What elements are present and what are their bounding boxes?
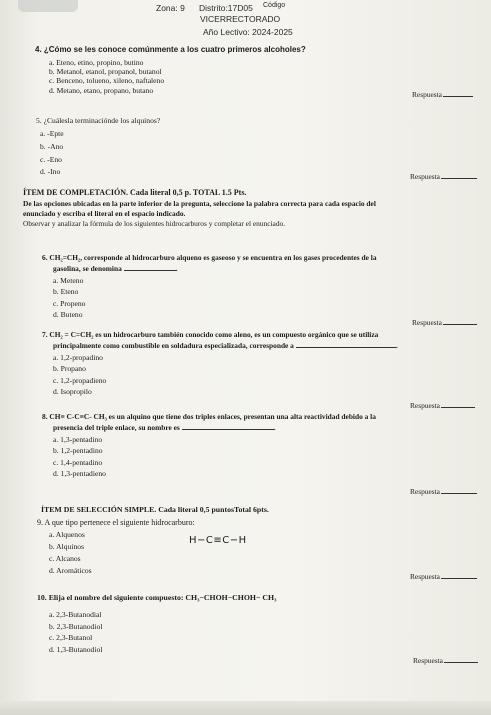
q8-option-d: d. 1,3-pentadieno: [53, 469, 106, 478]
q7-option-b: b. Propano: [53, 364, 86, 373]
q4-question: 4. ¿Cómo se les conoce comúnmente a los cuatro primeros alcoholes?: [35, 45, 306, 54]
q7-respuesta-label: Respuesta: [410, 401, 440, 410]
q8-line-2-text: presencia del triple enlace, su nombre es: [53, 423, 180, 432]
q4-answer-field[interactable]: [412, 90, 473, 99]
q5-answer-field[interactable]: [410, 172, 477, 181]
q6-answer-field[interactable]: [412, 318, 477, 327]
q9-answer-field[interactable]: [410, 572, 477, 581]
completacion-instr-2: enunciado y escriba el literal en el espacio indicado.: [23, 209, 186, 218]
q8-option-b: b. 1,2-pentadino: [53, 446, 103, 455]
q9-respuesta-label: Respuesta: [410, 572, 440, 581]
q10-option-c: c. 2,3-Butanol: [49, 633, 93, 642]
completacion-title: ÍTEM DE COMPLETACIÓN. Cada literal 0,5 p. TOTAL 1.5 Pts.: [23, 188, 247, 197]
q7-option-c: c. 1,2-propadieno: [53, 376, 107, 385]
q5-option-b: b. -Ano: [40, 142, 64, 151]
anio-lectivo-label: Año Lectivo: 2024-2025: [203, 27, 293, 37]
q4-option-b: b. Metanol, etanol, propanol, butanol: [49, 67, 162, 76]
q8-line-2: presencia del triple enlace, su nombre es .: [53, 423, 276, 432]
q8-option-a: a. 1,3-pentadino: [53, 435, 103, 444]
completacion-instr-3: Observar y analizar la fórmula de los siguientes hidrocarburos y completar el enunciado.: [23, 219, 286, 228]
q9-formula: H−C≡C−H: [189, 535, 247, 546]
q10-option-a: a. 2,3-Butanodial: [49, 610, 102, 619]
q4-option-d: d. Metano, etano, propano, butano: [49, 86, 154, 95]
q5-question: 5. ¿Cuálesla terminaciónde los alquinos?: [36, 116, 161, 125]
q10-answer-field[interactable]: [413, 656, 478, 665]
q8-answer-field[interactable]: [410, 487, 477, 496]
q7-line-1: 7. CH₂ = C=CH₂ es un hidrocarburo también conocido como aleno, es un compuesto orgánico que se utiliza: [42, 330, 379, 339]
q7-option-a: a. 1,2-propadino: [53, 353, 103, 362]
q5-respuesta-label: Respuesta: [410, 172, 440, 181]
page-bottom-edge: [0, 701, 491, 715]
q5-option-c: c. -Eno: [40, 155, 62, 164]
seleccion-title: ÍTEM DE SELECCIÓN SIMPLE. Cada literal 0,5 puntosTotal 6pts.: [41, 505, 269, 514]
q4-respuesta-label: Respuesta: [412, 90, 442, 99]
q6-option-b: b. Eteno: [53, 287, 79, 296]
codigo-label: Código: [263, 2, 286, 9]
q7-option-d: d. Isopropilo: [53, 387, 92, 396]
q9-option-a: a. Alquenos: [49, 530, 85, 539]
q6-line-2-text: gasolina, se denomina: [53, 264, 122, 273]
q4-option-c: c. Benceno, tolueno, xileno, naftaleno: [49, 76, 165, 85]
q8-line-1: 8. CH≡ C-C≡C- CH₃ es un alquino que tiene dos triples enlaces, presentan una alta reactividad debido a la: [42, 412, 376, 421]
q7-line-2-text: principalmente como combustible en soldadura especializada, corresponde a: [53, 341, 294, 350]
q6-blank[interactable]: [124, 270, 176, 271]
completacion-instr-1: De las opciones ubicadas en la parte inferior de la pregunta, seleccione la palabra correcta para cada espacio del: [23, 199, 376, 208]
q5-option-a: a. -Epte: [40, 129, 64, 138]
q9-question: 9. A que tipo pertenece el siguiente hidrocarburo:: [37, 518, 195, 527]
q6-option-a: a. Meteno: [53, 276, 84, 285]
q9-option-b: b. Alquinos: [49, 542, 85, 551]
distrito-label: Distrito:17D05: [199, 3, 253, 13]
vicerrectorado-label: VICERRECTORADO: [200, 14, 281, 24]
q7-answer-field[interactable]: [410, 401, 475, 410]
q6-line-1: 6. CH₂=CH₂, corresponde al hidrocarburo alqueno es gaseoso y se encuentra en los gases procedentes de la: [42, 253, 377, 262]
q10-option-b: b. 2,3-Butanodiol: [49, 622, 103, 631]
q4-option-a: a. Eteno, etino, propino, butino: [49, 58, 144, 67]
zona-label: Zona: 9: [156, 3, 185, 13]
q9-option-d: d. Aromáticos: [49, 566, 92, 575]
q7-blank[interactable]: [296, 347, 396, 348]
q10-respuesta-label: Respuesta: [413, 656, 443, 665]
q6-line-2: gasolina, se denomina .: [53, 264, 178, 273]
q8-respuesta-label: Respuesta: [410, 487, 440, 496]
q5-option-d: d. -Ino: [40, 167, 61, 176]
q7-line-2: principalmente como combustible en soldadura especializada, corresponde a .: [53, 341, 398, 350]
q10-option-d: d. 1,3-Butanodiol: [49, 645, 103, 654]
q8-blank[interactable]: [182, 429, 274, 430]
q8-option-c: c. 1,4-pentadino: [53, 458, 103, 467]
institution-logo: [18, 0, 78, 12]
q6-option-d: d. Buteno: [53, 310, 83, 319]
q9-option-c: c. Alcanos: [49, 554, 81, 563]
q6-option-c: c. Propeno: [53, 299, 86, 308]
q10-question: 10. Elija el nombre del siguiente compuesto: CH₃−CHOH−CHOH− CH₃: [37, 593, 277, 602]
q6-respuesta-label: Respuesta: [412, 318, 442, 327]
